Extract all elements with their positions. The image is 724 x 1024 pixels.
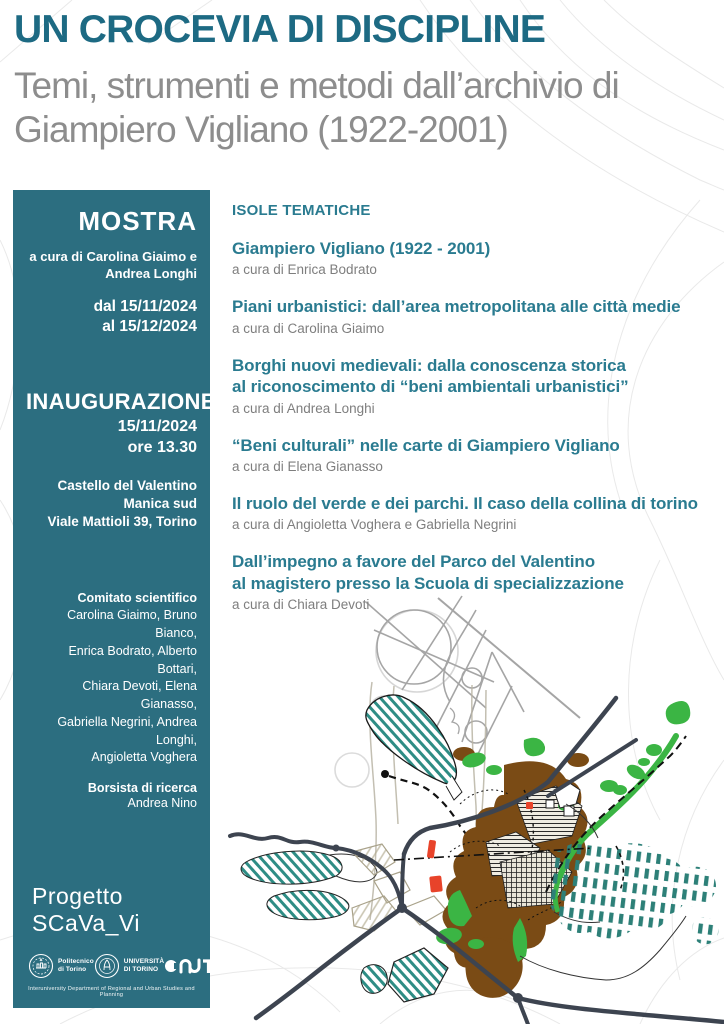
- curators-line: a cura di Carolina Giaimo e: [29, 249, 197, 264]
- header: [14, 10, 619, 153]
- theme-curator: a cura di Enrica Bodrato: [232, 262, 377, 278]
- theme-title: Borghi nuovi medievali: dalla conoscenza storica: [232, 355, 626, 375]
- main-content: [232, 202, 720, 612]
- theme-item: [232, 435, 720, 474]
- road-junction-dot: [333, 845, 340, 852]
- unito-logo: [94, 953, 164, 979]
- theme-title: “Beni culturali” nelle carte di Giampiero Vigliano: [232, 435, 620, 455]
- venue-line: Viale Mattioli 39, Torino: [47, 514, 197, 530]
- borsista-heading: Borsista di ricerca: [87, 781, 197, 796]
- polito-line: Politecnico: [58, 958, 94, 966]
- logos-row: [26, 953, 197, 979]
- theme-curator: a cura di Andrea Longhi: [232, 400, 375, 416]
- venue-line: Manica sud: [123, 495, 197, 511]
- mostra-curators: [26, 249, 197, 283]
- comitato-line: Carolina Giaimo, Bruno Bianco,: [67, 608, 197, 641]
- unito-logo-text: [124, 958, 164, 974]
- inaugurazione-time: ore 13.30: [127, 438, 197, 456]
- unito-line: DI TORINO: [123, 966, 159, 973]
- mostra-heading: MOSTRA: [78, 206, 197, 236]
- comitato-line: Angioletta Voghera: [91, 750, 197, 765]
- subtitle-line: Temi, strumenti e metodi dall’archivio di: [14, 64, 619, 106]
- venue: [26, 477, 197, 532]
- subtitle-line: Giampiero Vigliano (1922-2001): [14, 109, 508, 151]
- page-title: UN CROCEVIA DI DISCIPLINE: [14, 8, 546, 51]
- inaugurazione-when: [26, 417, 197, 459]
- isole-tematiche-heading: ISOLE TEMATICHE: [232, 202, 371, 219]
- date-from: dal 15/11/2024: [93, 297, 197, 315]
- theme-item: [232, 493, 720, 532]
- curators-line: Andrea Longhi: [105, 265, 197, 281]
- theme-title: Il ruolo del verde e dei parchi. Il caso della collina di torino: [232, 494, 698, 514]
- comitato-line: Enrica Bodrato, Alberto Bottari,: [68, 643, 197, 676]
- date-to: al 15/12/2024: [102, 317, 197, 335]
- teal-diamond-area: [361, 948, 448, 1002]
- page-subtitle: [14, 64, 619, 153]
- venue-line: Castello del Valentino: [57, 477, 197, 493]
- theme-item: [232, 238, 720, 277]
- archive-map-sketch: [224, 590, 724, 1024]
- road-junction-dot: [513, 993, 523, 1003]
- comitato-heading: Comitato scientifico: [77, 591, 197, 606]
- mostra-dates: [26, 297, 197, 337]
- polito-line: di Torino: [58, 966, 87, 973]
- theme-curator: a cura di Angioletta Voghera e Gabriella Negrini: [232, 517, 517, 533]
- unito-seal-icon: [94, 953, 120, 979]
- inaugurazione-heading: INAUGURAZIONE: [26, 389, 216, 415]
- inaugurazione-date: 15/11/2024: [117, 418, 197, 436]
- theme-item: [232, 551, 720, 612]
- sidebar: [13, 190, 216, 1008]
- polito-seal-icon: [28, 953, 54, 979]
- theme-curator: a cura di Elena Gianasso: [232, 459, 383, 475]
- project-title: Progetto SCaVa_Vi: [32, 883, 140, 936]
- theme-curator: a cura di Chiara Devoti: [232, 597, 370, 613]
- dist-logo: [164, 955, 216, 977]
- polito-logo: [28, 953, 94, 979]
- comitato-line: Chiara Devoti, Elena Gianasso,: [82, 679, 197, 712]
- borsista-name: Andrea Nino: [127, 796, 197, 811]
- theme-title: Dall’impegno a favore del Parco del Valentino: [232, 552, 595, 572]
- teal-forest-area: [549, 840, 718, 944]
- theme-title: al riconoscimento di “beni ambientali urbanistici”: [232, 377, 629, 397]
- theme-item: [232, 355, 720, 416]
- road-junction-dot: [397, 903, 407, 913]
- theme-title: Piani urbanistici: dall’area metropolitana alle città medie: [232, 297, 681, 317]
- dist-caption: Interuniversity Department of Regional and Urban Studies and Planning: [28, 986, 195, 998]
- theme-title: Giampiero Vigliano (1922 - 2001): [232, 239, 491, 258]
- comitato-members: [26, 607, 197, 767]
- polito-logo-text: [58, 958, 94, 974]
- theme-title: al magistero presso la Scuola di specializzazione: [232, 573, 624, 593]
- comitato-line: Gabriella Negrini, Andrea Longhi,: [57, 714, 197, 747]
- map-node-dot: [381, 770, 389, 778]
- theme-curator: a cura di Carolina Giaimo: [232, 320, 385, 336]
- theme-item: [232, 296, 720, 335]
- unito-line: UNIVERSITÀ: [123, 958, 165, 966]
- dist-logo-icon: [164, 955, 216, 977]
